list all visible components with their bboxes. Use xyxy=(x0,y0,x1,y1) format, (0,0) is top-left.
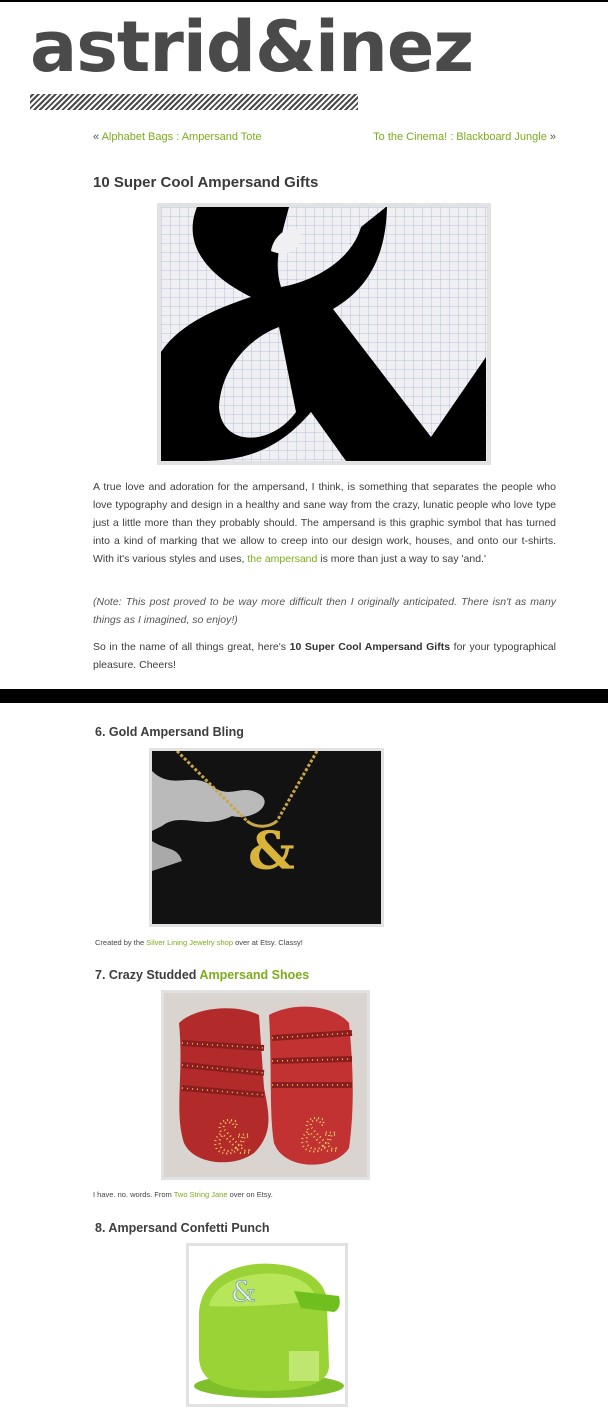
studded-ampersand-left: & xyxy=(212,1113,252,1164)
next-post-link[interactable]: To the Cinema! : Blackboard Jungle xyxy=(373,131,547,143)
silver-lining-jewelry-link[interactable]: Silver Lining Jewelry shop xyxy=(146,938,233,947)
prev-post-nav xyxy=(93,131,262,143)
item-7-caption-start: I have. no. words. From xyxy=(93,1190,174,1199)
section-divider xyxy=(0,689,608,703)
graph-paper-ampersand-photo xyxy=(161,207,487,461)
site-logo[interactable]: astrid&inez xyxy=(30,6,474,88)
note-paragraph: (Note: This post proved to be way more difficult then I originally anticipated. There isn't as many things as I imagined, so enjoy!) xyxy=(93,596,556,626)
next-post-nav xyxy=(373,131,556,143)
item-7-image xyxy=(161,990,370,1180)
item-6-title: 6. Gold Ampersand Bling xyxy=(95,725,244,739)
ampersand-shoes-link[interactable]: Ampersand Shoes xyxy=(199,968,310,982)
studded-ampersand-shoes-photo xyxy=(164,993,367,1177)
intro-paragraph xyxy=(93,478,556,568)
item-7-title-start: 7. Crazy Studded xyxy=(95,968,200,982)
prev-arrow: « xyxy=(93,131,100,143)
item-6-image xyxy=(149,748,384,927)
item-6-caption xyxy=(95,938,303,947)
gold-ampersand-necklace-photo xyxy=(152,751,381,924)
closing-bold-title: 10 Super Cool Ampersand Gifts xyxy=(289,641,451,653)
ampersand-link[interactable]: the ampersand xyxy=(247,553,318,565)
item-6-caption-end: over at Etsy. Classy! xyxy=(233,938,303,947)
top-rule xyxy=(0,0,608,2)
confetti-punch-photo xyxy=(189,1246,345,1404)
hero-ampersand-image xyxy=(157,203,491,465)
next-arrow: » xyxy=(549,131,556,143)
closing-paragraph xyxy=(93,638,556,674)
item-7-title xyxy=(95,968,309,982)
item-8-image xyxy=(186,1243,348,1407)
post-title: 10 Super Cool Ampersand Gifts xyxy=(93,174,319,191)
two-string-jane-link[interactable]: Two String Jane xyxy=(173,1190,228,1199)
item-6-caption-start: Created by the xyxy=(95,938,147,947)
item-8-title: 8. Ampersand Confetti Punch xyxy=(95,1221,270,1235)
item-7-caption xyxy=(93,1190,273,1199)
intro-text-end: is more than just a way to say 'and.' xyxy=(317,553,486,565)
closing-text-end: for your typographical pleasure. Cheers! xyxy=(93,641,556,671)
intro-text-start: A true love and adoration for the ampersand, I think, is something that separates the people who love typography and design in a healthy and sane way from the crazy, lunatic people who love type just a little more than they probably should. The ampersand is this graphic symbol that has turned into a kind of marking that we allow to creep into our design work, houses, and onto our t-shirts. With it's various styles and uses, xyxy=(93,481,556,565)
prev-post-link[interactable]: Alphabet Bags : Ampersand Tote xyxy=(101,131,262,143)
closing-text-start: So in the name of all things great, here's xyxy=(93,641,290,653)
studded-ampersand-right: & xyxy=(299,1111,339,1162)
gold-ampersand-pendant: & xyxy=(248,821,295,882)
ampersand-punch-emblem: & xyxy=(231,1275,256,1308)
logo-stripes xyxy=(30,94,358,110)
item-7-caption-end: over on Etsy. xyxy=(227,1190,273,1199)
